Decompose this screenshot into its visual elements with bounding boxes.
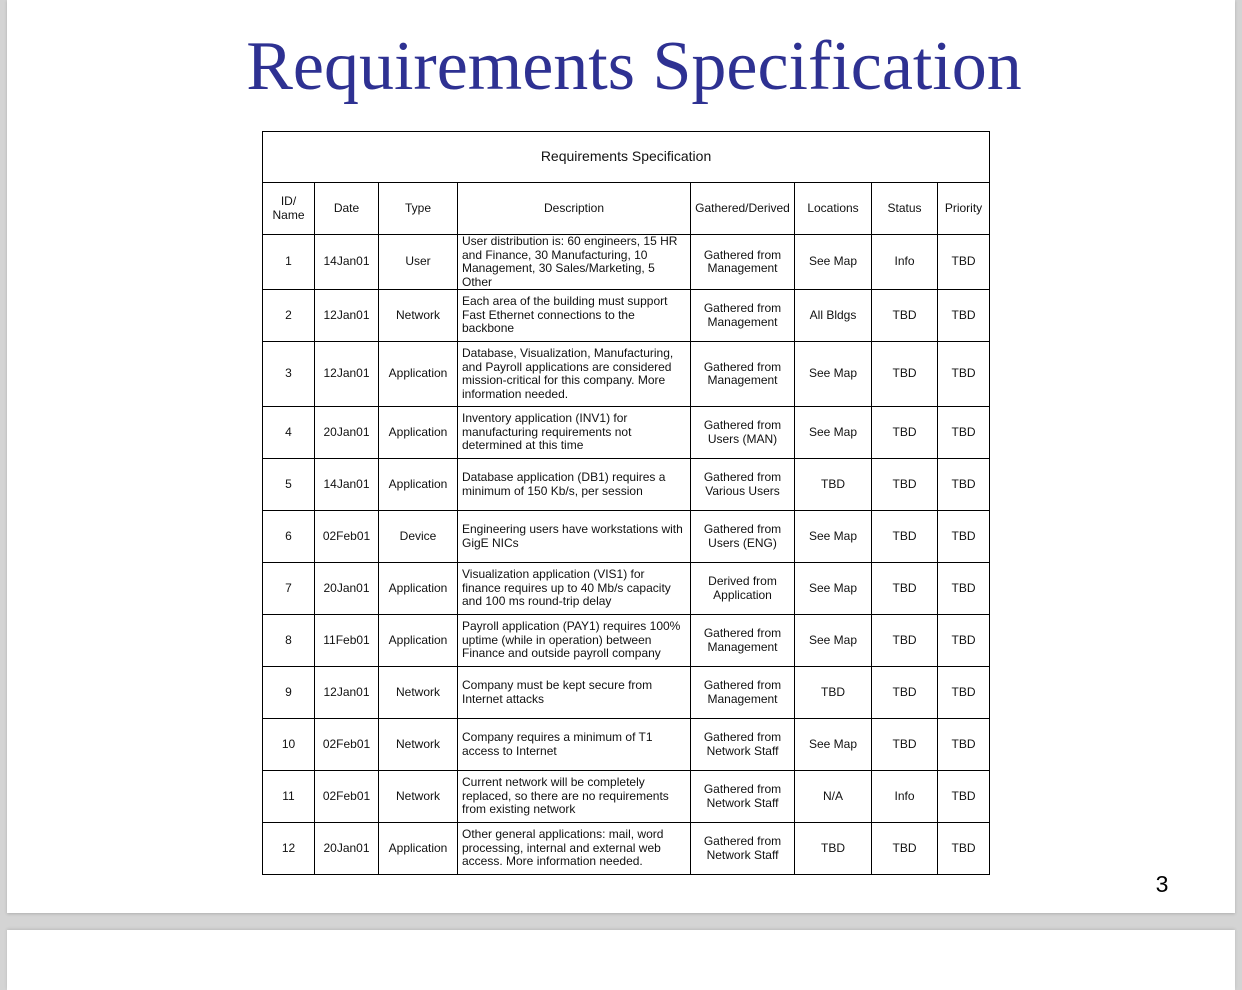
table-caption: Requirements Specification — [263, 132, 990, 183]
cell-id: 11 — [263, 771, 315, 823]
cell-description: Engineering users have workstations with GigE NICs — [458, 511, 691, 563]
cell-locations: See Map — [795, 615, 872, 667]
cell-status: TBD — [872, 407, 938, 459]
cell-locations: See Map — [795, 407, 872, 459]
table-row — [263, 342, 990, 407]
cell-gathered-derived: Gathered from Network Staff — [691, 719, 795, 771]
cell-gathered-derived: Gathered from Network Staff — [691, 771, 795, 823]
cell-priority: TBD — [938, 290, 990, 342]
cell-priority: TBD — [938, 563, 990, 615]
requirements-table — [262, 131, 990, 875]
cell-date: 20Jan01 — [315, 823, 379, 875]
cell-type: Application — [379, 459, 458, 511]
table-row — [263, 459, 990, 511]
cell-description: Company must be kept secure from Internet attacks — [458, 667, 691, 719]
slide-title: Requirements Specification — [246, 28, 1022, 105]
cell-id: 9 — [263, 667, 315, 719]
table-row — [263, 615, 990, 667]
cell-type: Application — [379, 563, 458, 615]
table-header-row — [263, 183, 990, 235]
header-gathered-derived: Gathered/Derived — [691, 183, 795, 235]
cell-description: User distribution is: 60 engineers, 15 HR and Finance, 30 Manufacturing, 10 Management, 30 Sales/Marketing, 5 Other — [458, 235, 691, 290]
cell-description: Current network will be completely replaced, so there are no requirements from existing network — [458, 771, 691, 823]
cell-date: 20Jan01 — [315, 563, 379, 615]
cell-status: TBD — [872, 667, 938, 719]
cell-description: Inventory application (INV1) for manufacturing requirements not determined at this time — [458, 407, 691, 459]
cell-status: TBD — [872, 290, 938, 342]
cell-description: Payroll application (PAY1) requires 100% uptime (while in operation) between Finance and outside payroll company — [458, 615, 691, 667]
page-number: 3 — [1155, 871, 1169, 897]
cell-status: TBD — [872, 511, 938, 563]
cell-priority: TBD — [938, 511, 990, 563]
cell-description: Other general applications: mail, word processing, internal and external web access. More information needed. — [458, 823, 691, 875]
cell-type: Application — [379, 407, 458, 459]
cell-status: Info — [872, 235, 938, 290]
cell-description: Each area of the building must support Fast Ethernet connections to the backbone — [458, 290, 691, 342]
header-date: Date — [315, 183, 379, 235]
cell-date: 02Feb01 — [315, 719, 379, 771]
cell-date: 12Jan01 — [315, 290, 379, 342]
cell-description: Visualization application (VIS1) for finance requires up to 40 Mb/s capacity and 100 ms round-trip delay — [458, 563, 691, 615]
cell-gathered-derived: Gathered from Management — [691, 667, 795, 719]
cell-description: Database, Visualization, Manufacturing, and Payroll applications are considered mission-critical for this company. More information needed. — [458, 342, 691, 407]
table-row — [263, 719, 990, 771]
cell-id: 12 — [263, 823, 315, 875]
cell-gathered-derived: Derived from Application — [691, 563, 795, 615]
cell-status: TBD — [872, 459, 938, 511]
header-priority: Priority — [938, 183, 990, 235]
slide — [7, 0, 1235, 913]
cell-locations: N/A — [795, 771, 872, 823]
cell-gathered-derived: Gathered from Network Staff — [691, 823, 795, 875]
cell-type: Network — [379, 719, 458, 771]
header-status: Status — [872, 183, 938, 235]
cell-priority: TBD — [938, 771, 990, 823]
table-row — [263, 563, 990, 615]
cell-gathered-derived: Gathered from Various Users — [691, 459, 795, 511]
cell-locations: See Map — [795, 563, 872, 615]
cell-locations: See Map — [795, 235, 872, 290]
table-row — [263, 407, 990, 459]
cell-gathered-derived: Gathered from Management — [691, 615, 795, 667]
cell-gathered-derived: Gathered from Management — [691, 342, 795, 407]
cell-id: 4 — [263, 407, 315, 459]
table-row — [263, 511, 990, 563]
cell-type: User — [379, 235, 458, 290]
cell-locations: See Map — [795, 511, 872, 563]
cell-gathered-derived: Gathered from Management — [691, 290, 795, 342]
cell-id: 10 — [263, 719, 315, 771]
table-row — [263, 771, 990, 823]
table-row — [263, 667, 990, 719]
table-row — [263, 235, 990, 290]
cell-date: 12Jan01 — [315, 667, 379, 719]
cell-status: Info — [872, 771, 938, 823]
header-description: Description — [458, 183, 691, 235]
cell-locations: TBD — [795, 823, 872, 875]
cell-type: Application — [379, 342, 458, 407]
table-row — [263, 823, 990, 875]
header-locations: Locations — [795, 183, 872, 235]
cell-id: 1 — [263, 235, 315, 290]
cell-gathered-derived: Gathered from Management — [691, 235, 795, 290]
cell-date: 12Jan01 — [315, 342, 379, 407]
cell-id: 6 — [263, 511, 315, 563]
cell-type: Application — [379, 615, 458, 667]
cell-priority: TBD — [938, 342, 990, 407]
table-row — [263, 290, 990, 342]
cell-priority: TBD — [938, 719, 990, 771]
cell-id: 2 — [263, 290, 315, 342]
table-caption-row — [263, 132, 990, 183]
cell-date: 02Feb01 — [315, 511, 379, 563]
cell-type: Network — [379, 771, 458, 823]
cell-description: Company requires a minimum of T1 access to Internet — [458, 719, 691, 771]
cell-status: TBD — [872, 615, 938, 667]
cell-id: 3 — [263, 342, 315, 407]
cell-priority: TBD — [938, 615, 990, 667]
cell-priority: TBD — [938, 407, 990, 459]
cell-date: 02Feb01 — [315, 771, 379, 823]
cell-type: Application — [379, 823, 458, 875]
cell-locations: TBD — [795, 667, 872, 719]
header-id: ID/ Name — [263, 183, 315, 235]
cell-locations: See Map — [795, 719, 872, 771]
cell-priority: TBD — [938, 667, 990, 719]
cell-id: 5 — [263, 459, 315, 511]
cell-description: Database application (DB1) requires a minimum of 150 Kb/s, per session — [458, 459, 691, 511]
cell-type: Device — [379, 511, 458, 563]
cell-id: 7 — [263, 563, 315, 615]
cell-gathered-derived: Gathered from Users (ENG) — [691, 511, 795, 563]
header-type: Type — [379, 183, 458, 235]
cell-status: TBD — [872, 719, 938, 771]
cell-id: 8 — [263, 615, 315, 667]
cell-date: 14Jan01 — [315, 459, 379, 511]
cell-date: 11Feb01 — [315, 615, 379, 667]
cell-status: TBD — [872, 563, 938, 615]
cell-status: TBD — [872, 342, 938, 407]
cell-gathered-derived: Gathered from Users (MAN) — [691, 407, 795, 459]
cell-type: Network — [379, 667, 458, 719]
cell-locations: TBD — [795, 459, 872, 511]
cell-type: Network — [379, 290, 458, 342]
cell-priority: TBD — [938, 235, 990, 290]
cell-locations: All Bldgs — [795, 290, 872, 342]
cell-locations: See Map — [795, 342, 872, 407]
cell-date: 20Jan01 — [315, 407, 379, 459]
cell-status: TBD — [872, 823, 938, 875]
cell-date: 14Jan01 — [315, 235, 379, 290]
next-slide-preview — [7, 930, 1235, 990]
cell-priority: TBD — [938, 823, 990, 875]
cell-priority: TBD — [938, 459, 990, 511]
